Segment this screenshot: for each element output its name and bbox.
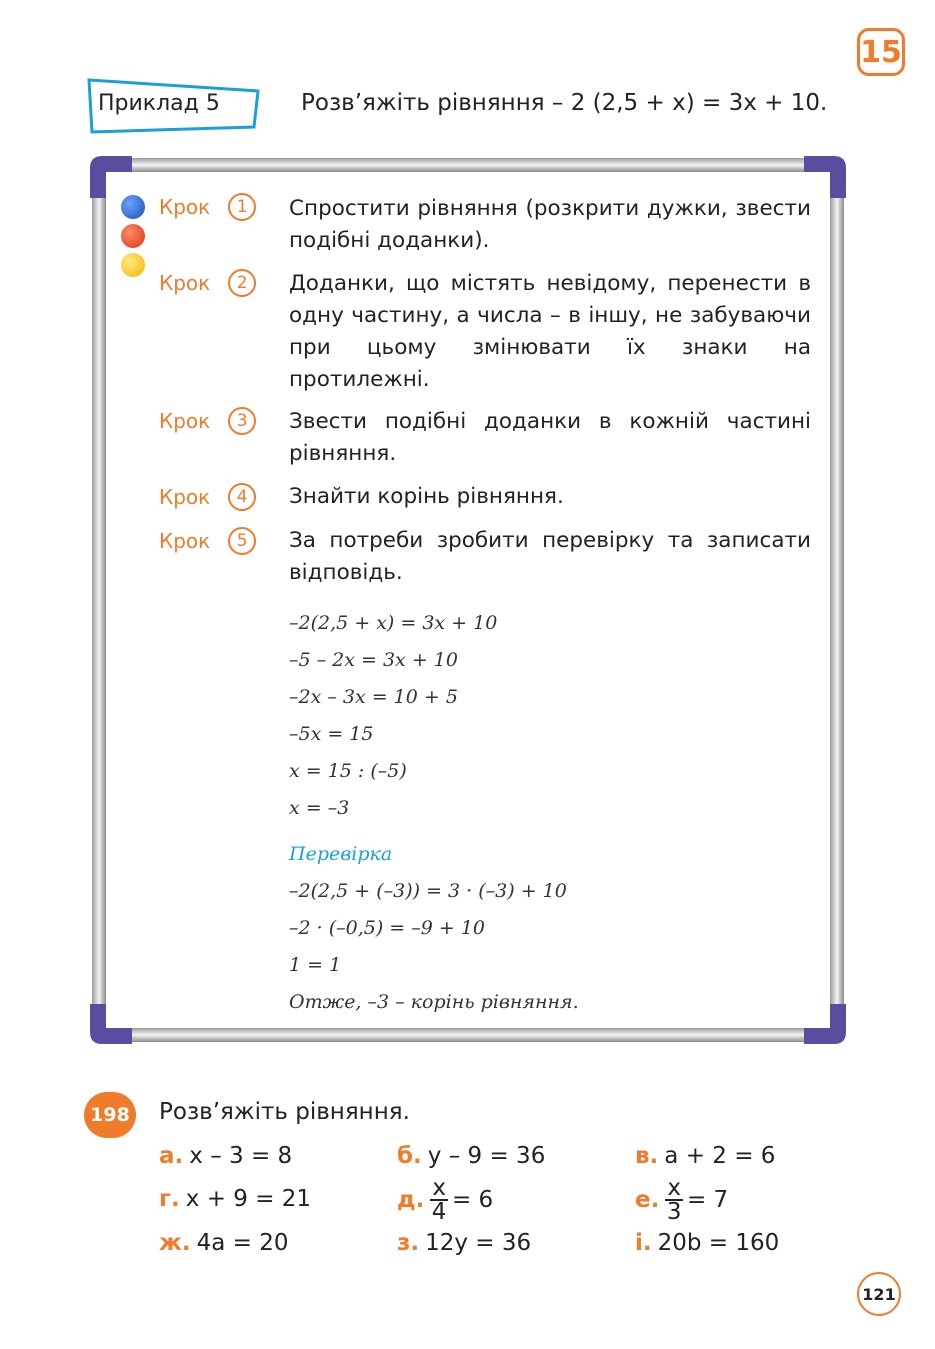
check-line-1: –2(2,5 + (–3)) = 3 · (–3) + 10 <box>289 880 567 902</box>
step-label-3: Крок 3 <box>159 407 256 435</box>
yellow-magnet <box>121 253 145 277</box>
fraction: $\frac{x}{3}$ <box>666 1175 682 1225</box>
step-label-1: Крок 1 <box>159 193 256 221</box>
example-task: Розв’яжіть рівняння – 2 (2,5 + x) = 3x + 10. <box>301 90 828 116</box>
step-number-2: 2 <box>228 269 256 297</box>
check-line-2: –2 · (–0,5) = –9 + 10 <box>289 917 486 939</box>
solution-line-4: –5x = 15 <box>289 723 374 745</box>
step-text-3: Звести подібні доданки в кожній частині рівняння. <box>289 409 811 466</box>
solution-line-1: –2(2,5 + x) = 3x + 10 <box>289 612 498 634</box>
step-label-5: Крок 5 <box>159 527 256 555</box>
step-text-2: Доданки, що містять невідому, перенести в одну частину, а числа – в іншу, не забуваючи при цьому змінювати їх знаки на протилежні. <box>289 271 811 392</box>
step-text-5: За потреби зробити перевірку та записати відповідь. <box>289 528 811 585</box>
step-text-4: Знайти корінь рівняння. <box>289 484 564 509</box>
step-number-4: 4 <box>228 483 256 511</box>
step-label-2: Крок 2 <box>159 269 256 297</box>
check-line-3: 1 = 1 <box>289 954 342 976</box>
chapter-badge: 15 <box>857 28 905 76</box>
solution-line-2: –5 – 2x = 3x + 10 <box>289 649 458 671</box>
exercise-item-e: е. $\frac{x}{3}$ = 7 <box>635 1175 729 1225</box>
example-label-text: Приклад 5 <box>98 91 220 116</box>
exercise-item-b: б. y – 9 = 36 <box>397 1143 546 1169</box>
step-text-1: Спростити рівняння (розкрити дужки, звести подібні доданки). <box>289 196 811 253</box>
blue-magnet <box>121 195 145 219</box>
solution-line-6: x = –3 <box>289 797 350 819</box>
exercise-item-zh: ж. 4a = 20 <box>159 1230 289 1256</box>
exercise-item-a: а. x – 3 = 8 <box>159 1143 293 1169</box>
solution-line-3: –2x – 3x = 10 + 5 <box>289 686 458 708</box>
solution-line-5: x = 15 : (–5) <box>289 760 407 782</box>
exercise-title: Розв’яжіть рівняння. <box>159 1099 410 1125</box>
exercise-item-g: г. x + 9 = 21 <box>159 1186 312 1212</box>
exercise-item-v: в. a + 2 = 6 <box>635 1143 776 1169</box>
step-number-1: 1 <box>228 193 256 221</box>
fraction: $\frac{x}{4}$ <box>431 1175 447 1225</box>
page-number: 121 <box>857 1272 901 1316</box>
exercise-number-badge: 198 <box>84 1092 136 1138</box>
step-number-3: 3 <box>228 407 256 435</box>
exercise-item-z: з. 12y = 36 <box>397 1230 532 1256</box>
check-title: Перевірка <box>289 843 393 865</box>
example-label <box>86 77 260 134</box>
check-conclusion: Отже, –3 – корінь рівняння. <box>289 991 579 1013</box>
red-magnet <box>121 224 145 248</box>
step-label-4: Крок 4 <box>159 483 256 511</box>
exercise-item-d: д. $\frac{x}{4}$ = 6 <box>397 1175 494 1225</box>
exercise-item-i: і. 20b = 160 <box>635 1230 780 1256</box>
step-number-5: 5 <box>228 527 256 555</box>
